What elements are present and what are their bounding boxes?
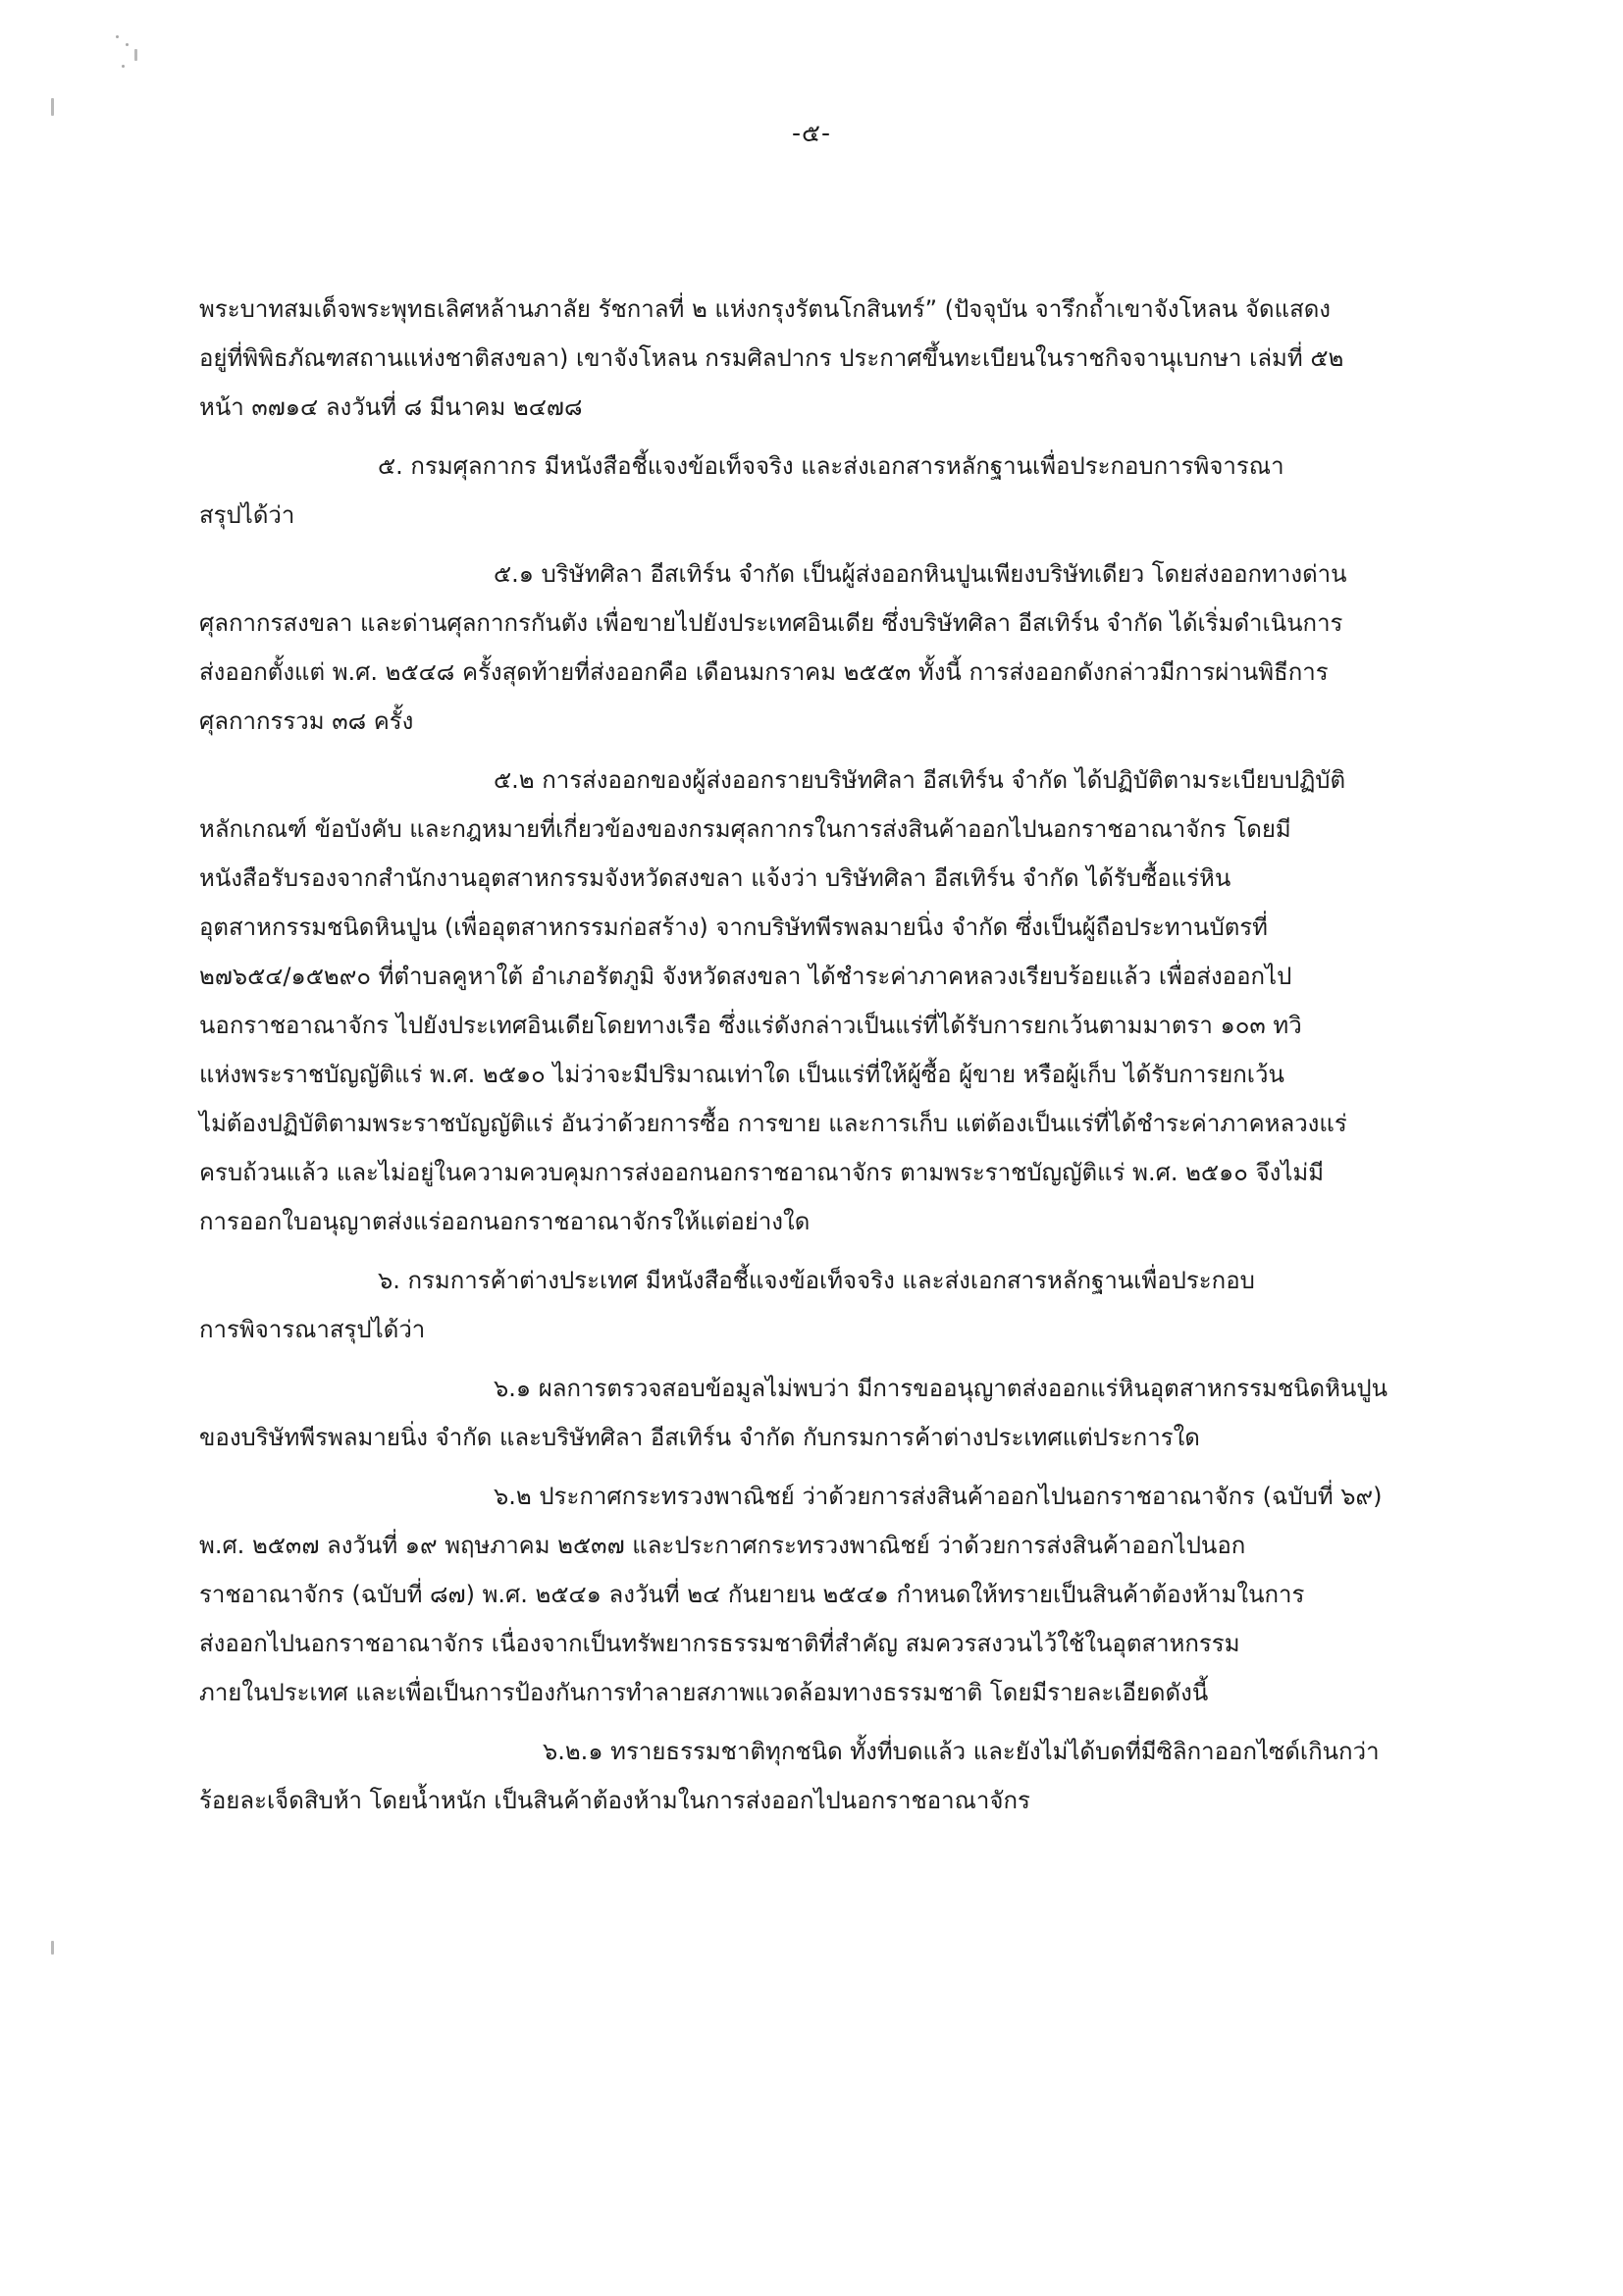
paragraph-5-2 bbox=[199, 756, 1453, 1246]
text-line: ไม่ต้องปฏิบัติตามพระราชบัญญัติแร่ อันว่าด้วยการซื้อ การขาย และการเก็บ แต่ต้องเป็นแร่ที่ได้ชำระค่าภาคหลวงแร่ bbox=[199, 1110, 1347, 1137]
paragraph-6-2-1 bbox=[199, 1727, 1453, 1825]
text-line: ศุลกากรรวม ๓๘ ครั้ง bbox=[199, 707, 414, 735]
text-line: ๖.๒ ประกาศกระทรวงพาณิชย์ ว่าด้วยการส่งสินค้าออกไปนอกราชอาณาจักร (ฉบับที่ ๖๙) bbox=[494, 1483, 1383, 1510]
paragraph-6-2 bbox=[199, 1472, 1453, 1717]
text-line: แห่งพระราชบัญญัติแร่ พ.ศ. ๒๕๑๐ ไม่ว่าจะมีปริมาณเท่าใด เป็นแร่ที่ให้ผู้ซื้อ ผู้ขาย หรือผู้เก็บ ได้รับการยกเว้น bbox=[199, 1061, 1284, 1088]
text-line: ครบถ้วนแล้ว และไม่อยู่ในความควบคุมการส่งออกนอกราชอาณาจักร ตามพระราชบัญญัติแร่ พ.ศ. ๒๕๑๐ จึงไม่มี bbox=[199, 1159, 1325, 1186]
text-line: ภายในประเทศ และเพื่อเป็นการป้องกันการทำลายสภาพแวดล้อมทางธรรมชาติ โดยมีรายละเอียดดังนี้ bbox=[199, 1679, 1209, 1706]
text-line: ของบริษัทพีรพลมายนิ่ง จำกัด และบริษัทศิลา อีสเทิร์น จำกัด กับกรมการค้าต่างประเทศแต่ประการใด bbox=[199, 1424, 1200, 1451]
text-line: พ.ศ. ๒๕๓๗ ลงวันที่ ๑๙ พฤษภาคม ๒๕๓๗ และประกาศกระทรวงพาณิชย์ ว่าด้วยการส่งสินค้าออกไปนอก bbox=[199, 1532, 1246, 1559]
text-line: การพิจารณาสรุปได้ว่า bbox=[199, 1316, 426, 1343]
text-line: ๕.๑ บริษัทศิลา อีสเทิร์น จำกัด เป็นผู้ส่งออกหินปูนเพียงบริษัทเดียว โดยส่งออกทางด่าน bbox=[494, 560, 1347, 588]
text-line: ส่งออกตั้งแต่ พ.ศ. ๒๕๔๘ ครั้งสุดท้ายที่ส่งออกคือ เดือนมกราคม ๒๕๕๓ ทั้งนี้ การส่งออกดังกล่าวมีการผ่านพิธีการ bbox=[199, 658, 1329, 686]
text-line: ๒๗๖๕๔/๑๕๒๙๐ ที่ตำบลคูหาใต้ อำเภอรัตภูมิ จังหวัดสงขลา ได้ชำระค่าภาคหลวงเรียบร้อยแล้ว เพื่อส่งออกไป bbox=[199, 963, 1292, 990]
text-line: สรุปได้ว่า bbox=[199, 501, 295, 529]
text-line: อุตสาหกรรมชนิดหินปูน (เพื่ออุตสาหกรรมก่อสร้าง) จากบริษัทพีรพลมายนิ่ง จำกัด ซึ่งเป็นผู้ถือประทานบัตรที่ bbox=[199, 913, 1268, 941]
text-line: ร้อยละเจ็ดสิบห้า โดยน้ำหนัก เป็นสินค้าต้องห้ามในการส่งออกไปนอกราชอาณาจักร bbox=[199, 1787, 1030, 1814]
text-line: ๖. กรมการค้าต่างประเทศ มีหนังสือชี้แจงข้อเท็จจริง และส่งเอกสารหลักฐานเพื่อประกอบ bbox=[378, 1267, 1255, 1294]
text-line: อยู่ที่พิพิธภัณฑสถานแห่งชาติสงขลา) เขาจังโหลน กรมศิลปากร ประกาศขึ้นทะเบียนในราชกิจจานุเบกษา เล่มที่ ๕๒ bbox=[199, 344, 1344, 372]
text-line: พระบาทสมเด็จพระพุทธเลิศหล้านภาลัย รัชกาลที่ ๒ แห่งกรุงรัตนโกสินทร์” (ปัจจุบัน จารึกถ้ำเขาจังโหลน จัดแสดง bbox=[199, 295, 1332, 323]
scan-speck bbox=[116, 35, 119, 38]
body-text bbox=[199, 285, 1453, 1825]
text-line: หนังสือรับรองจากสำนักงานอุตสาหกรรมจังหวัดสงขลา แจ้งว่า บริษัทศิลา อีสเทิร์น จำกัด ได้รับซื้อแร่หิน bbox=[199, 864, 1231, 892]
paragraph-6 bbox=[199, 1256, 1453, 1354]
scan-speck bbox=[134, 49, 137, 61]
text-line: ๕.๒ การส่งออกของผู้ส่งออกรายบริษัทศิลา อีสเทิร์น จำกัด ได้ปฏิบัติตามระเบียบปฏิบัติ bbox=[494, 766, 1346, 794]
scan-speck bbox=[51, 1941, 54, 1955]
paragraph-5-1 bbox=[199, 549, 1453, 746]
text-line: หลักเกณฑ์ ข้อบังคับ และกฎหมายที่เกี่ยวข้องของกรมศุลกากรในการส่งสินค้าออกไปนอกราชอาณาจักร โดยมี bbox=[199, 815, 1291, 843]
scan-speck bbox=[126, 43, 129, 46]
text-line: ราชอาณาจักร (ฉบับที่ ๘๗) พ.ศ. ๒๕๔๑ ลงวันที่ ๒๔ กันยายน ๒๕๔๑ กำหนดให้ทรายเป็นสินค้าต้องห้ามในการ bbox=[199, 1581, 1305, 1608]
text-line: ๕. กรมศุลกากร มีหนังสือชี้แจงข้อเท็จจริง และส่งเอกสารหลักฐานเพื่อประกอบการพิจารณา bbox=[378, 452, 1284, 480]
paragraph-5 bbox=[199, 442, 1453, 540]
page-number: -๕- bbox=[792, 119, 831, 147]
text-line: นอกราชอาณาจักร ไปยังประเทศอินเดียโดยทางเรือ ซึ่งแร่ดังกล่าวเป็นแร่ที่ได้รับการยกเว้นตามมาตรา ๑๐๓ ทวิ bbox=[199, 1012, 1302, 1039]
text-line: ๖.๑ ผลการตรวจสอบข้อมูลไม่พบว่า มีการขออนุญาตส่งออกแร่หินอุตสาหกรรมชนิดหินปูน bbox=[494, 1375, 1387, 1402]
text-line: ส่งออกไปนอกราชอาณาจักร เนื่องจากเป็นทรัพยากรธรรมชาติที่สำคัญ สมควรสงวนไว้ใช้ในอุตสาหกรรม bbox=[199, 1630, 1240, 1657]
paragraph-6-1 bbox=[199, 1364, 1453, 1462]
paragraph-continuation bbox=[199, 285, 1453, 432]
text-line: หน้า ๓๗๑๔ ลงวันที่ ๘ มีนาคม ๒๔๗๘ bbox=[199, 393, 583, 421]
text-line: ศุลกากรสงขลา และด่านศุลกากรกันตัง เพื่อขายไปยังประเทศอินเดีย ซึ่งบริษัทศิลา อีสเทิร์น จำกัด ได้เริ่มดำเนินการ bbox=[199, 609, 1343, 637]
text-line: การออกใบอนุญาตส่งแร่ออกนอกราชอาณาจักรให้แต่อย่างใด bbox=[199, 1208, 811, 1235]
scan-speck bbox=[122, 65, 125, 68]
text-line: ๖.๒.๑ ทรายธรรมชาติทุกชนิด ทั้งที่บดแล้ว และยังไม่ได้บดที่มีซิลิกาออกไซด์เกินกว่า bbox=[543, 1738, 1380, 1765]
